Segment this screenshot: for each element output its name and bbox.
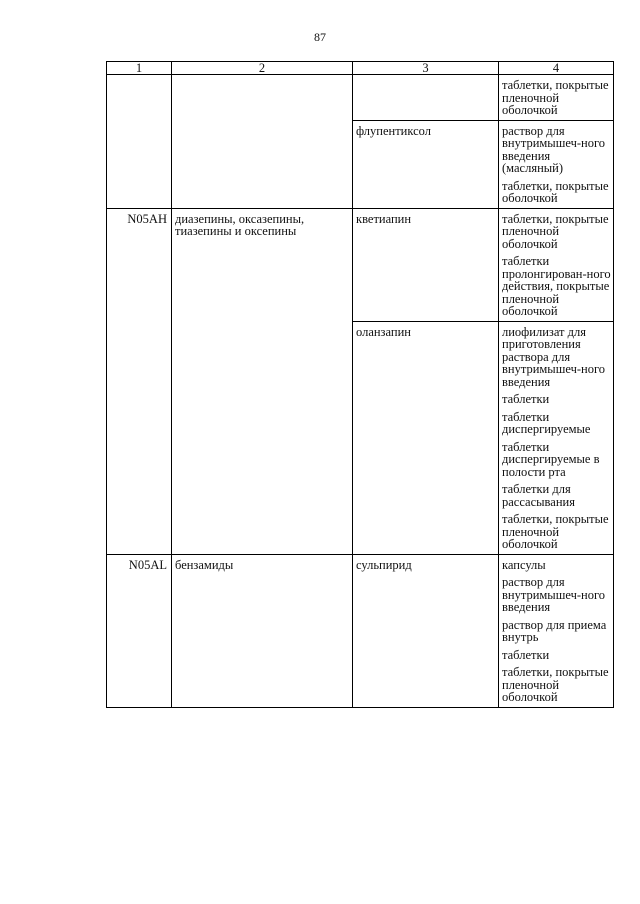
table-row xyxy=(107,75,614,121)
dosage-form: таблетки диспергируемые xyxy=(502,409,591,436)
dosage-form: таблетки для рассасывания xyxy=(502,482,575,509)
dosage-form: таблетки диспергируемые в полости рта xyxy=(502,439,600,479)
drug-name-cell: сульпирид xyxy=(353,554,499,707)
dosage-form: таблетки, покрытые оболочкой xyxy=(502,178,609,205)
page-number: 87 xyxy=(314,30,326,44)
column-header: 2 xyxy=(172,62,353,75)
dosage-form: таблетки xyxy=(502,647,550,662)
dosage-forms-cell xyxy=(499,554,614,707)
column-header: 4 xyxy=(499,62,614,75)
atc-code-cell xyxy=(107,75,172,209)
dosage-form: капсулы xyxy=(502,557,546,572)
dosage-forms-cell xyxy=(499,321,614,554)
dosage-form: раствор для приема внутрь xyxy=(502,617,607,644)
dosage-form: таблетки, покрытые пленочной оболочкой xyxy=(502,78,609,117)
dosage-forms-cell xyxy=(499,75,614,121)
column-header: 1 xyxy=(107,62,172,75)
atc-code-cell: N05AL xyxy=(107,554,172,707)
drug-table xyxy=(106,61,614,708)
dosage-form: раствор для внутримышеч-ного введения (масляный) xyxy=(502,123,606,175)
dosage-form: таблетки xyxy=(502,392,550,406)
table-row xyxy=(107,554,614,707)
dosage-forms-cell xyxy=(499,208,614,321)
dosage-form: таблетки, покрытые пленочной оболочкой xyxy=(502,211,609,251)
atc-code-cell: N05AH xyxy=(107,208,172,554)
dosage-form: лиофилизат для приготовления раствора для внутримышеч-ного введения xyxy=(502,324,606,389)
table-row xyxy=(107,208,614,321)
dosage-form: таблетки пролонгирован-ного действия, покрытые пленочной оболочкой xyxy=(502,254,611,318)
drug-name-cell xyxy=(353,75,499,121)
column-header: 3 xyxy=(353,62,499,75)
table-body xyxy=(107,75,614,708)
group-name-cell xyxy=(172,75,353,209)
group-name-cell: диазепины, оксазепины, тиазепины и оксепины xyxy=(172,208,353,554)
drug-name-cell: флупентиксол xyxy=(353,120,499,208)
dosage-forms-cell xyxy=(499,120,614,208)
dosage-form: таблетки, покрытые пленочной оболочкой xyxy=(502,665,609,704)
table-header-row xyxy=(107,62,614,75)
drug-name-cell: кветиапин xyxy=(353,208,499,321)
dosage-form: таблетки, покрытые пленочной оболочкой xyxy=(502,512,609,551)
group-name-cell: бензамиды xyxy=(172,554,353,707)
dosage-form: раствор для внутримышеч-ного введения xyxy=(502,575,606,614)
drug-name-cell: оланзапин xyxy=(353,321,499,554)
